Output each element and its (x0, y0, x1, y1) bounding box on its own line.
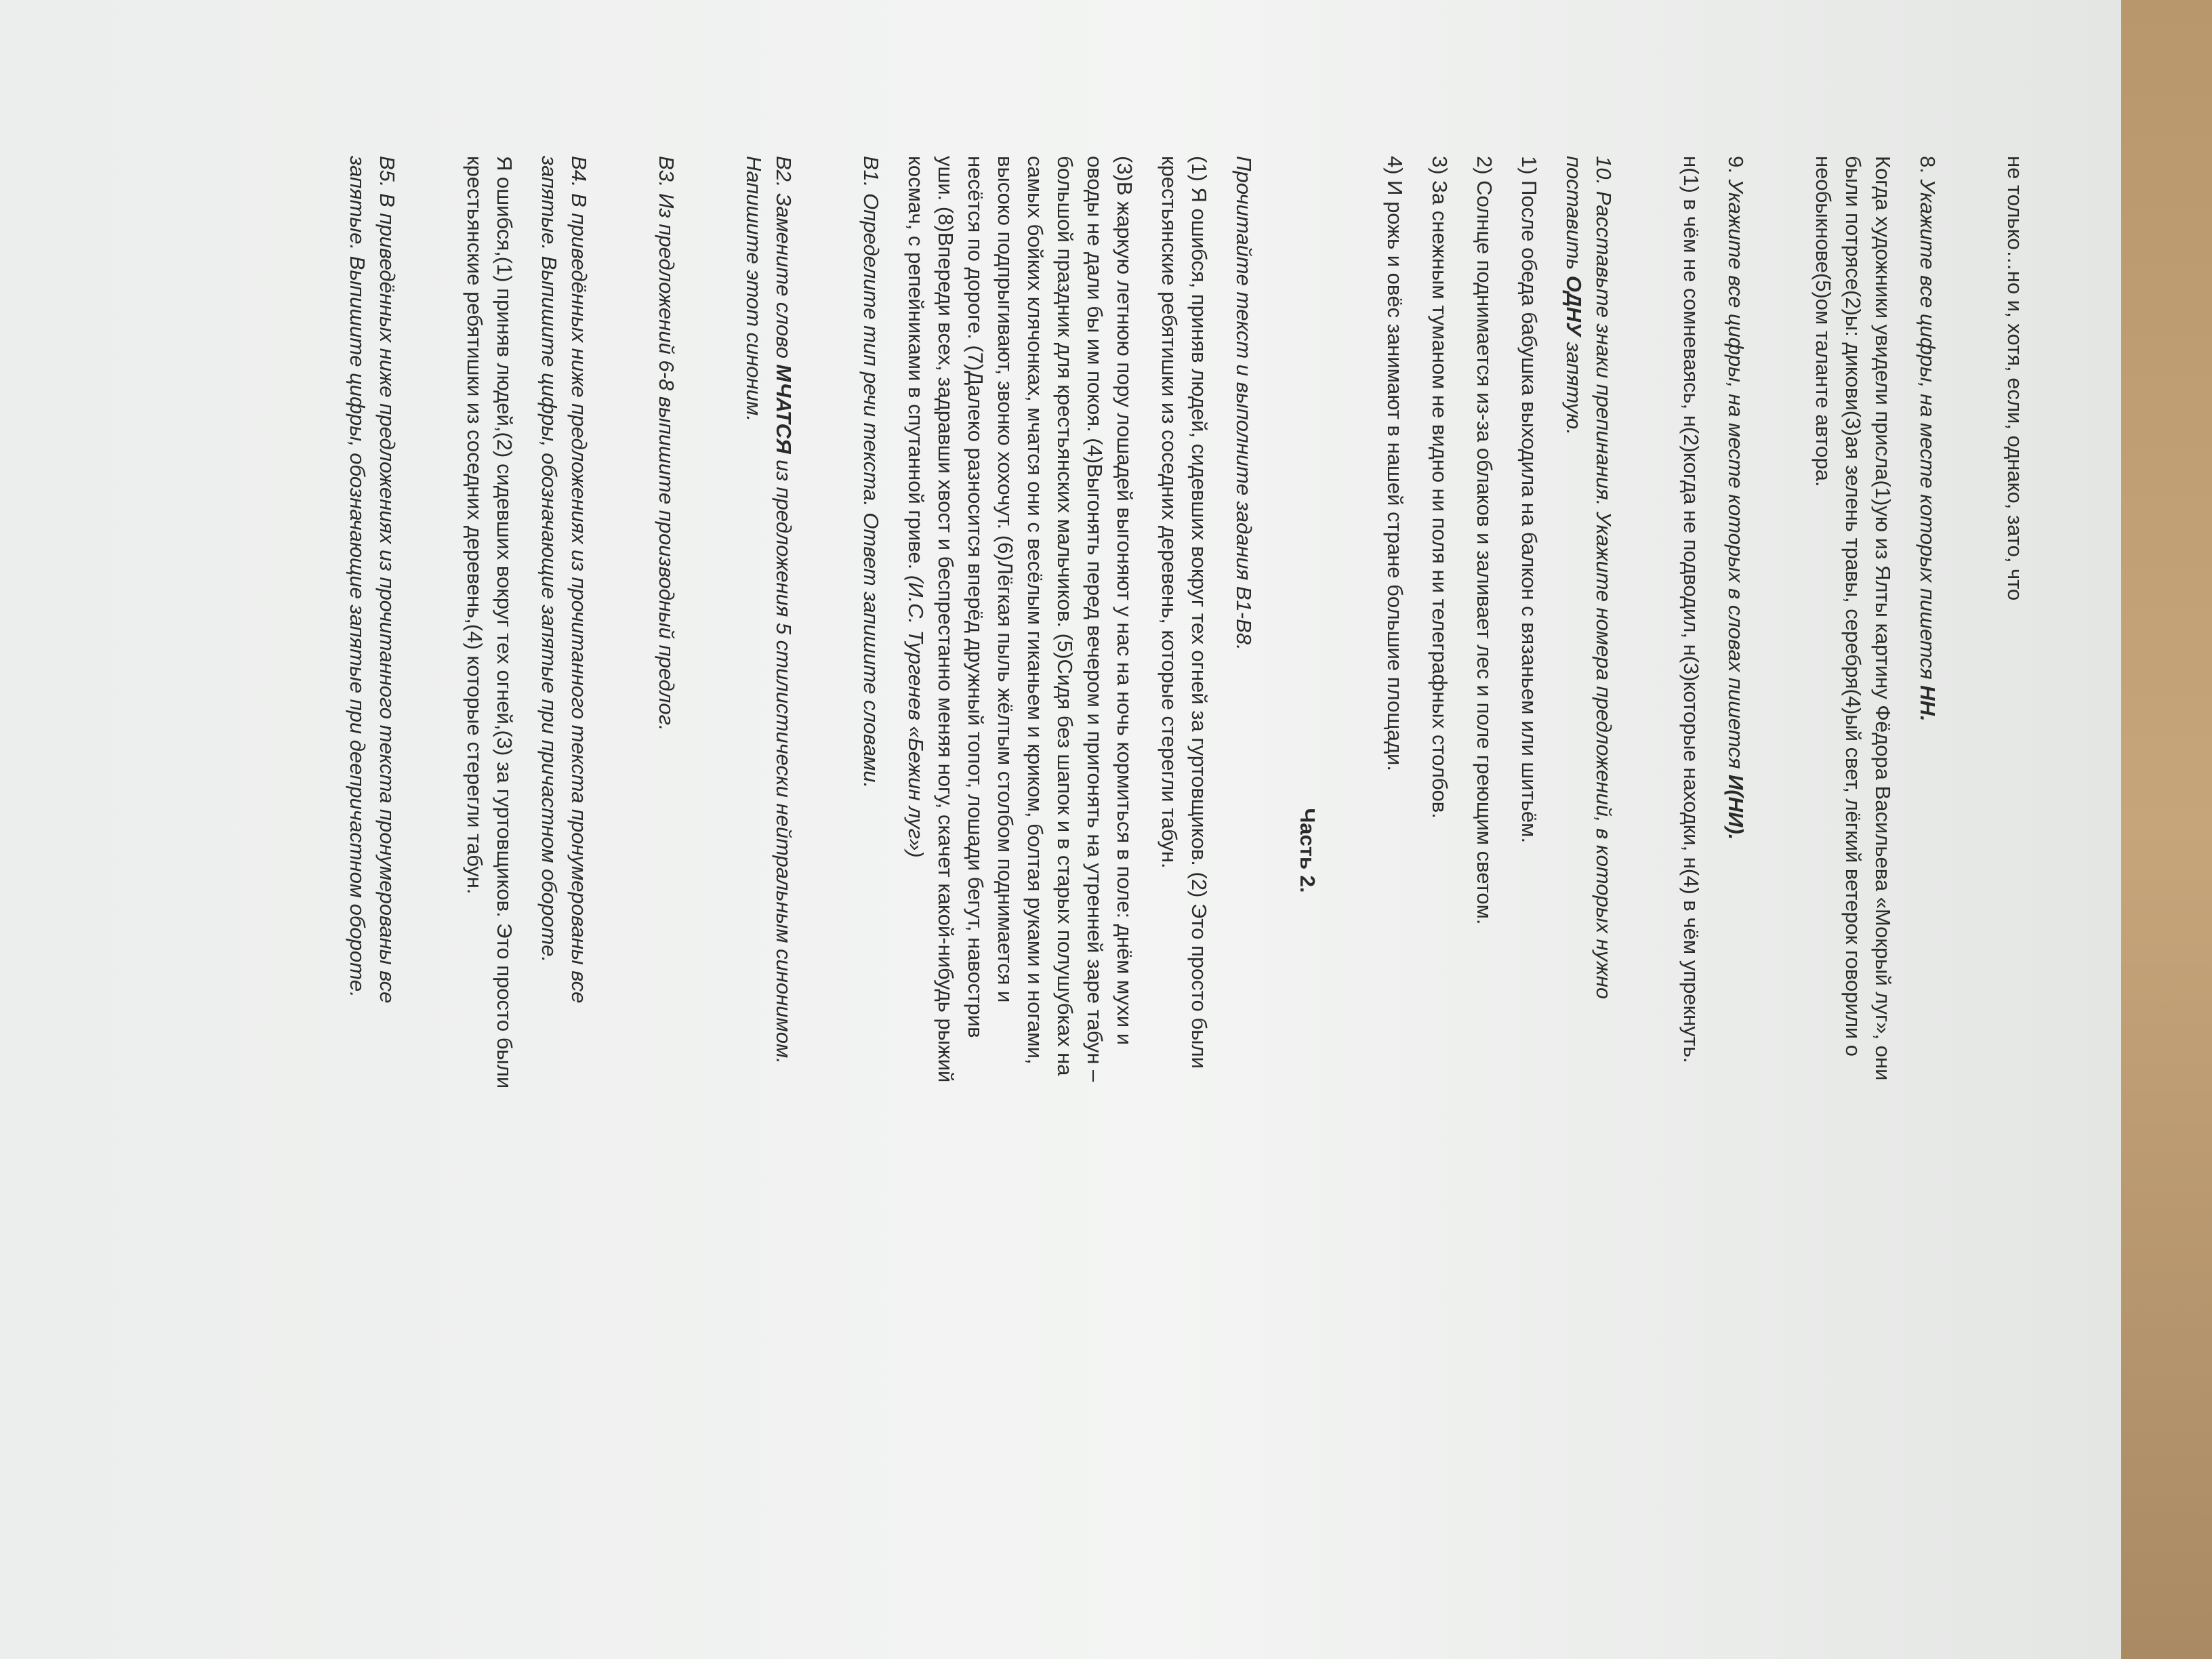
q8-line-3: необыкнове(5)ом таланте автора. (1811, 156, 1835, 487)
b4-text-1: Я ошибся,(1) приняв людей,(2) сидевших вокруг тех огней,(3) за гуртовщиков. Это просто были (493, 156, 516, 1089)
text-paragraph-2-line-1: (3)В жаркую летнюю пору лошадей выгоняют у нас на ночь кормиться в поле: днём мухи и (1113, 156, 1136, 1046)
q10-item-4: 4) И рожь и овёс занимают в нашей стране большие площади. (1383, 156, 1407, 771)
q9-line: н(1) в чём не сомневаясь, н(2)когда не подводил, н(3)которые находки, н(4) в чём упрекнуть. (1679, 156, 1703, 1063)
b2-prefix: В2. Замените слово (772, 156, 796, 359)
q8-target: НН. (1916, 685, 1940, 722)
q10-instruction-2c: запятую. (1562, 342, 1586, 435)
text-paragraph-2-line-6: несётся по дороге. (7)Далеко разносится вперёд дружный топот, лошади бегут, навострив (964, 156, 987, 1038)
text-source: (И.С. Тургенев «Бежин луг») (904, 575, 928, 858)
task-b1: В1. Определите тип речи текста. Ответ запишите словами. (859, 156, 883, 789)
intro-line: не только…но и, хотя, если, однако, зато, что (2003, 156, 2027, 601)
task-b5 (342, 156, 402, 1545)
text-paragraph-2-line-2: оводы не дали бы им покоя. (4)Выгонять перед вечером и пригонять на утренней заре табун – (1083, 156, 1107, 1082)
b2-suffix: из предложения 5 стилистически нейтральным синонимом. (772, 459, 796, 1064)
text-paragraph-2-line-5: высоко подпрыгивают, звонко хохочут. (6)Лёгкая пыль жёлтым столбом поднимается и (994, 156, 1017, 1003)
part-2-title: Часть 2. (1296, 808, 1319, 893)
question-8 (1808, 156, 1942, 1545)
question-9 (1676, 156, 1750, 1545)
q10-number: 10. (1592, 156, 1616, 186)
task-b2 (739, 156, 798, 1545)
q9-target: И(НИ). (1724, 775, 1748, 840)
q10-item-1: 1) После обеда бабушка выходила на балкон с вязаньем или шитьём. (1517, 156, 1541, 844)
text-paragraph-2-line-7: уши. (8)Впереди всех, задравши хвост и беспрестанно меняя ногу, скачет какой-нибудь рыжий (934, 156, 958, 1083)
b5-line-2: запятые. Выпишите цифры, обозначающие запятые при деепричастном обороте. (346, 156, 369, 998)
q8-line-1: Когда художники увидели присла(1)ую из Ялты картину Фёдора Васильева «Мокрый луг», они (1871, 156, 1895, 1081)
part-2-instruction: Прочитайте текст и выполните задания В1-В8. (1232, 156, 1256, 651)
task-b4 (459, 156, 594, 1545)
b4-line-2: запятые. Выпишите цифры, обозначающие запятые при причастном обороте. (537, 156, 561, 963)
b2-word: МЧАТСЯ (772, 364, 796, 454)
text-paragraph-2-line-3: большой праздник для крестьянских мальчиков. (5)Сидя без шапок и в старых полушубках на (1053, 156, 1077, 1076)
q8-number: 8. (1916, 156, 1940, 173)
text-paragraph-2-line-4: самых бойких клячонках, мчатся они с весёлым гиканьем и криком, болтая руками и ногами, (1023, 156, 1047, 1065)
q8-instruction: Укажите все цифры, на месте которых пишется (1916, 179, 1940, 680)
text-paragraph-2-line-8: космач, с репейниками в спутанной гриве. (904, 156, 928, 570)
b4-text-2: крестьянские ребятишки из соседних деревень,(4) которые стерегли табун. (463, 156, 487, 895)
b4-line-1: В4. В приведённых ниже предложениях из прочитанного текста пронумерованы все (567, 156, 591, 1004)
q10-item-2: 2) Солнце поднимается из-за облаков и заливает лес и поле греющим светом. (1473, 156, 1496, 925)
task-b3: В3. Из предложений 6-8 выпишите производный предлог. (655, 156, 678, 731)
text-paragraph-1-line-2: крестьянские ребятишки из соседних деревень, которые стерегли табун. (1158, 156, 1181, 869)
q10-instruction-1: Расставьте знаки препинания. Укажите номера предложений, в которых нужно (1592, 190, 1616, 1000)
b5-line-1: В5. В приведённых ниже предложениях из прочитанного текста пронумерованы все (375, 156, 399, 1004)
question-10 (1380, 156, 1618, 1545)
q9-instruction: Укажите все цифры, на месте которых в словах пишется (1724, 179, 1748, 769)
b2-line-2: Напишите этот синоним. (742, 156, 766, 422)
q10-instruction-2a: поставить (1562, 156, 1586, 270)
worksheet-content (342, 156, 2030, 1545)
q8-line-2: были потрясе(2)ы: дикови(3)ая зелень травы, серебря(4)ый свет, лёгкий ветерок говорили о (1841, 156, 1865, 1057)
q9-number: 9. (1724, 156, 1748, 173)
q10-item-3: 3) За снежным туманом не видно ни поля ни телеграфных столбов. (1428, 156, 1452, 819)
text-paragraph-1-line-1: (1) Я ошибся, приняв людей, сидевших вокруг тех огней за гуртовщиков. (2) Это просто были (1187, 156, 1211, 1069)
floor-background (2110, 0, 2212, 1659)
q10-instruction-2b: ОДНУ (1562, 275, 1586, 337)
